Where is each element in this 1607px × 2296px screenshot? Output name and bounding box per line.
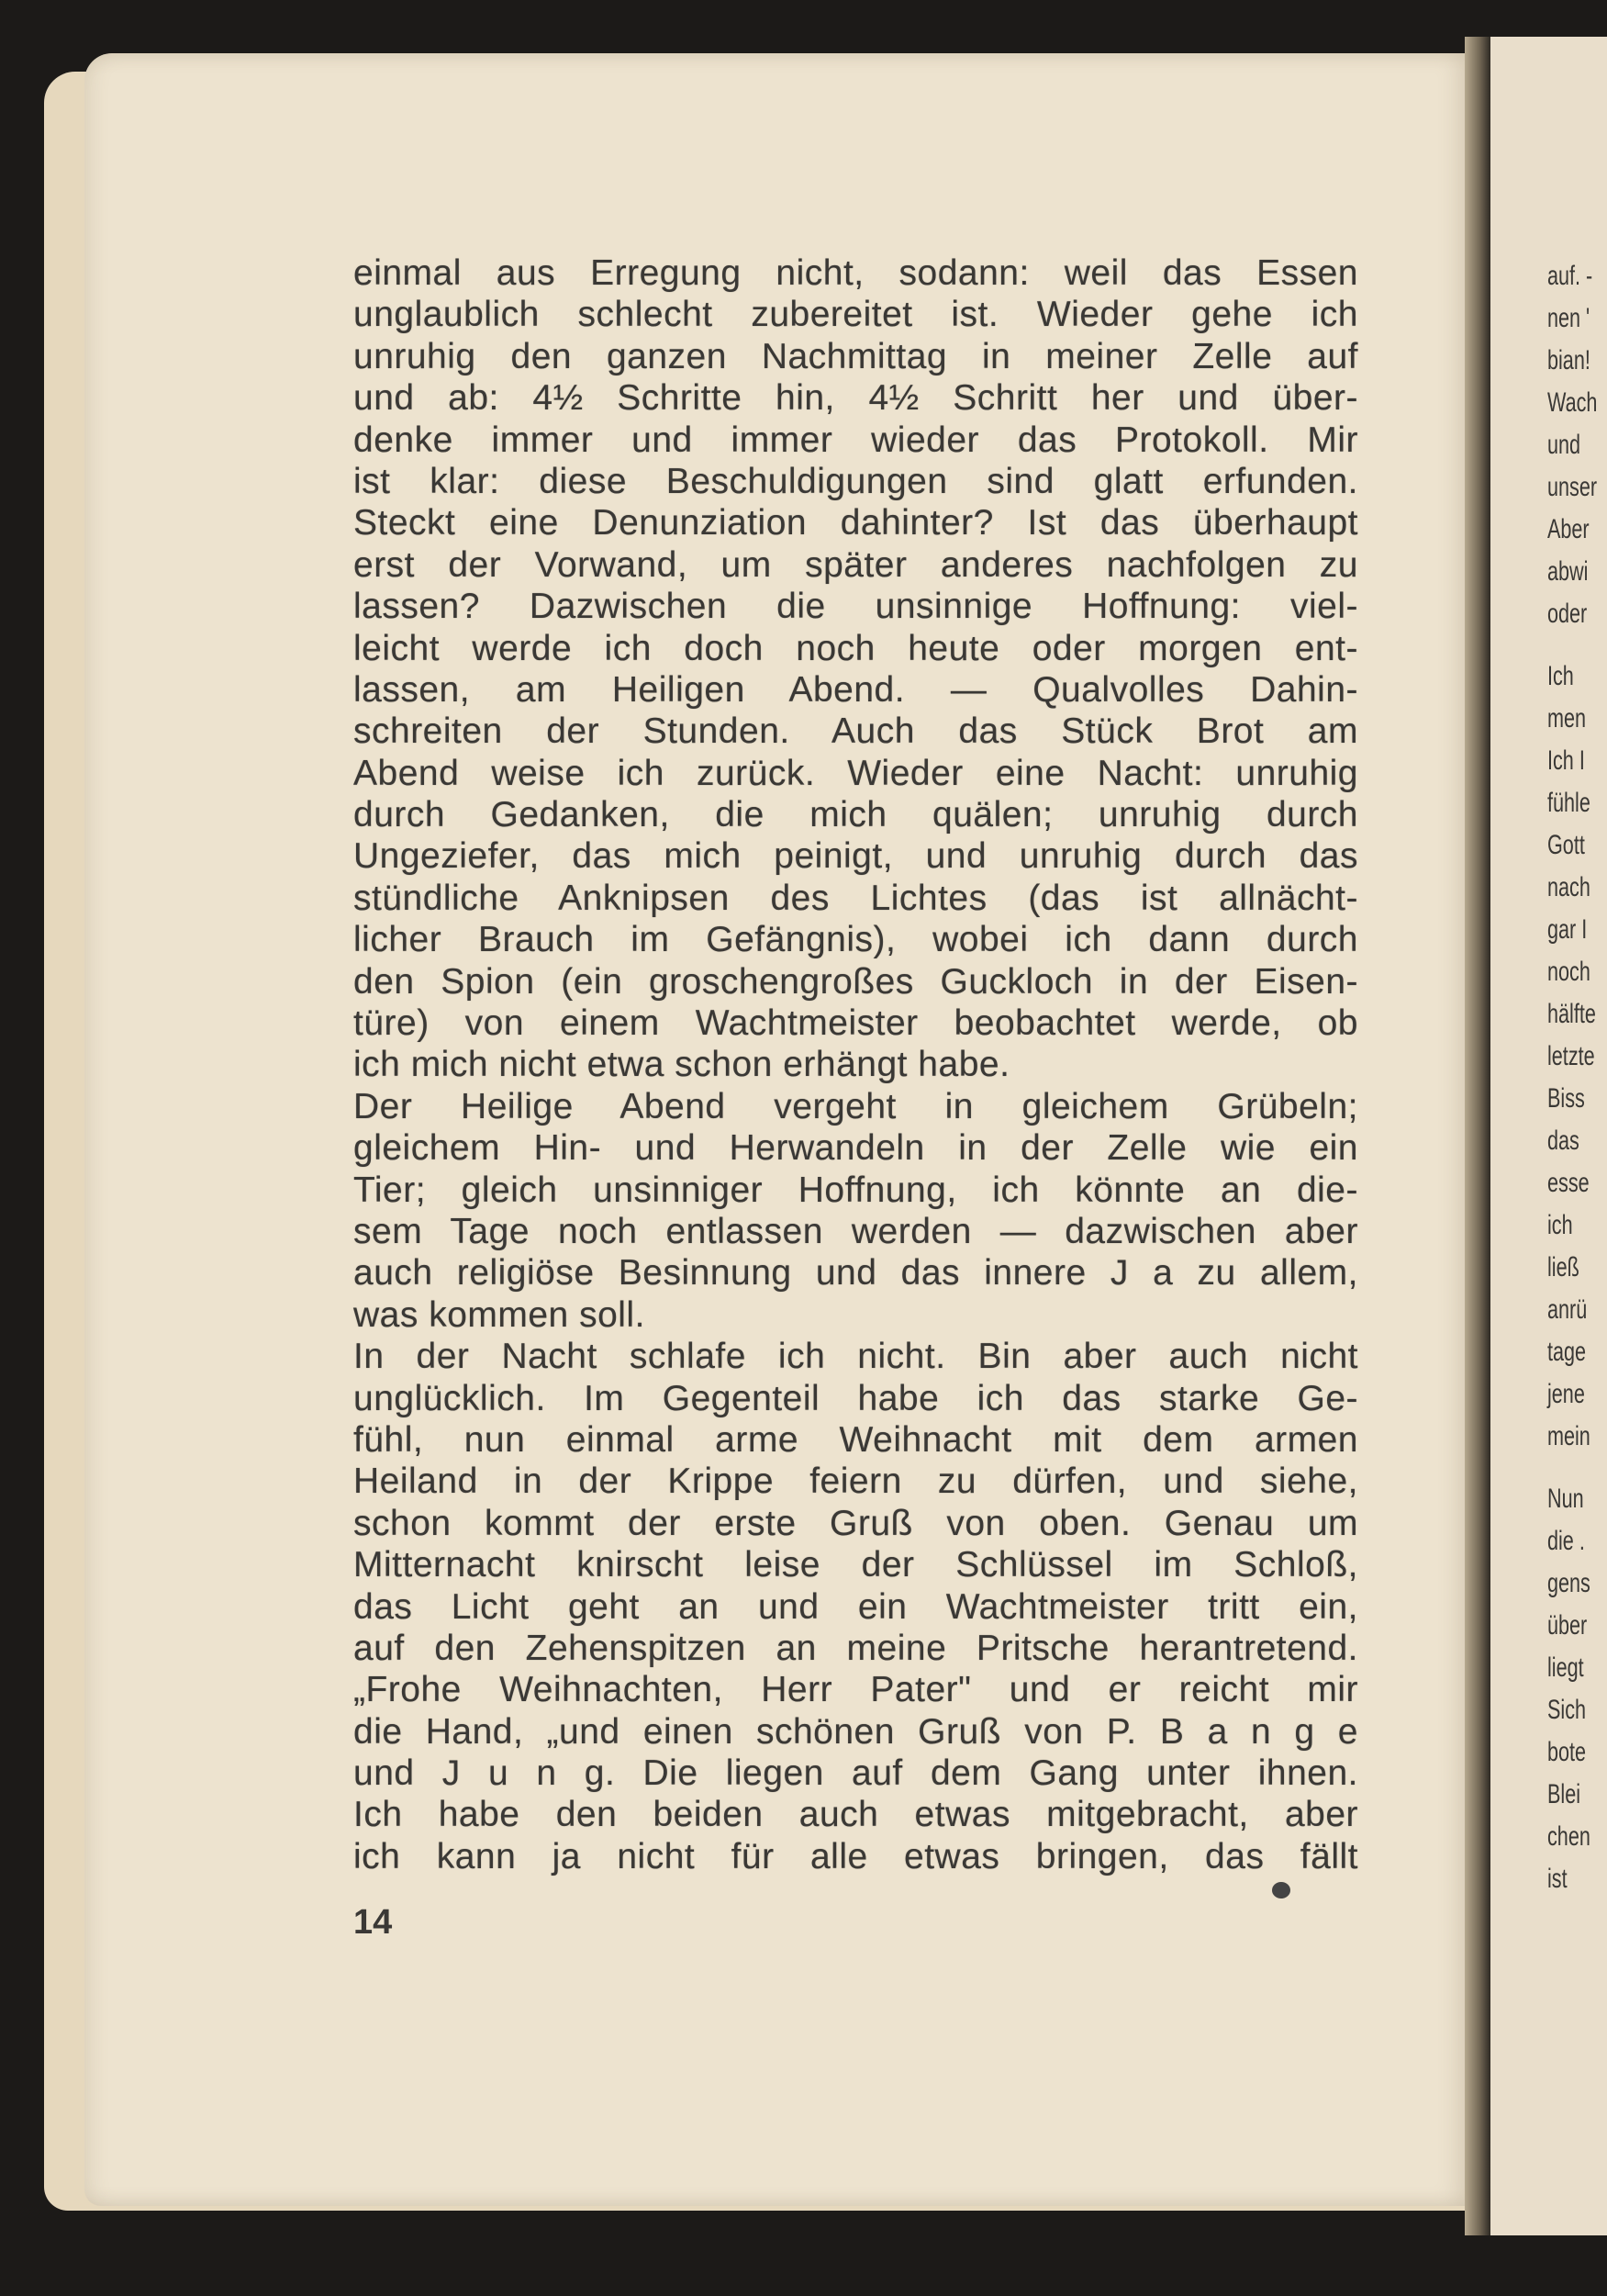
text-line: gleichem Hin- und Herwandeln in der Zelle wie ein [353,1128,1358,1169]
text-line: Abend weise ich zurück. Wieder eine Nacht: unruhig [353,753,1358,793]
text-line: unruhig den ganzen Nachmittag in meiner Zelle auf [353,336,1358,376]
facing-text-fragment: men [1547,703,1587,734]
facing-text-fragment: bian! [1547,345,1590,375]
facing-text-fragment: Wach [1547,387,1598,418]
page-text [353,252,1358,1877]
facing-text-fragment: anrü [1547,1294,1588,1325]
text-line: durch Gedanken, die mich quälen; unruhig durch [353,795,1358,835]
facing-text-fragment: Blei [1547,1779,1581,1809]
text-line: ich mich nicht etwa schon erhängt habe. [353,1045,1010,1085]
text-line: was kommen soll. [353,1294,645,1335]
paragraph-gap [1547,635,1607,655]
facing-text-fragment: esse [1547,1168,1590,1198]
facing-text-fragment: gar I [1547,914,1588,945]
facing-text-fragment: chen [1547,1821,1590,1852]
facing-text-fragment: nach [1547,872,1590,902]
text-line: unglaublich schlecht zubereitet ist. Wieder gehe ich [353,295,1358,335]
text-line: das Licht geht an und ein Wachtmeister tritt ein, [353,1586,1358,1627]
facing-text-fragment: auf. - [1547,261,1593,291]
facing-page-text [1547,255,1607,1900]
text-line: Steckt eine Denunziation dahinter? Ist das überhaupt [353,503,1358,543]
facing-text-fragment: ist [1547,1864,1568,1894]
facing-text-fragment: liegt [1547,1652,1584,1683]
text-line: sem Tage noch entlassen werden — dazwischen aber [353,1211,1358,1251]
text-line: und J u n g. Die liegen auf dem Gang unter ihnen. [353,1753,1358,1794]
text-line: unglücklich. Im Gegenteil habe ich das starke Ge- [353,1378,1358,1418]
facing-text-fragment: mein [1547,1421,1590,1451]
facing-text-fragment: abwi [1547,556,1589,587]
text-line: Ungeziefer, das mich peinigt, und unruhig durch das [353,836,1358,877]
text-line: erst der Vorwand, um später anderes nachfolgen zu [353,544,1358,585]
text-line: Ich habe den beiden auch etwas mitgebracht, aber [353,1795,1358,1835]
facing-text-fragment: Ich [1547,661,1574,691]
text-line: licher Brauch im Gefängnis), wobei ich dann durch [353,920,1358,960]
text-line: und ab: 4½ Schritte hin, 4½ Schritt her und über- [353,378,1358,419]
paragraph-gap [1547,1458,1607,1478]
text-line: „Frohe Weihnachten, Herr Pater" und er reicht mir [353,1670,1358,1710]
text-line: Heiland in der Krippe feiern zu dürfen, und siehe, [353,1462,1358,1502]
text-line: den Spion (ein groschengroßes Guckloch in der Eisen- [353,961,1358,1002]
text-line: auf den Zehenspitzen an meine Pritsche herantretend. [353,1628,1358,1668]
facing-text-fragment: noch [1547,957,1590,987]
text-line: Der Heilige Abend vergeht in gleichem Grübeln; [353,1086,1358,1126]
page-number: 14 [353,1903,393,1942]
facing-text-fragment: Biss [1547,1083,1585,1114]
facing-text-fragment: Aber [1547,514,1590,544]
text-line: Tier; gleich unsinniger Hoffnung, ich könnte an die- [353,1170,1358,1210]
text-line: In der Nacht schlafe ich nicht. Bin aber auch nicht [353,1337,1358,1377]
facing-text-fragment: hälfte [1547,999,1596,1029]
text-line: die Hand, „und einen schönen Gruß von P. B a n g e [353,1711,1358,1752]
text-line: leicht werde ich doch noch heute oder morgen ent- [353,628,1358,668]
facing-text-fragment: gens [1547,1568,1590,1598]
text-line: auch religiöse Besinnung und das innere J a zu allem, [353,1253,1358,1294]
text-line: türe) von einem Wachtmeister beobachtet werde, ob [353,1003,1358,1044]
text-line: lassen? Dazwischen die unsinnige Hoffnung: viel- [353,587,1358,627]
facing-text-fragment: oder [1547,599,1588,629]
facing-text-fragment: Gott [1547,830,1585,860]
text-line: ist klar: diese Beschuldigungen sind glatt erfunden. [353,461,1358,501]
text-line: stündliche Anknipsen des Lichtes (das ist allnächt- [353,878,1358,918]
facing-text-fragment: Ich I [1547,745,1585,776]
facing-text-fragment: ich [1547,1210,1573,1240]
book-gutter [1465,37,1490,2235]
facing-text-fragment: fühle [1547,788,1590,818]
text-line: schon kommt der erste Gruß von oben. Genau um [353,1503,1358,1543]
facing-text-fragment: letzte [1547,1041,1595,1071]
facing-text-fragment: Sich [1547,1695,1587,1725]
facing-text-fragment: die . [1547,1526,1585,1556]
facing-text-fragment: ließ [1547,1252,1579,1282]
text-line: Mitternacht knirscht leise der Schlüssel im Schloß, [353,1545,1358,1585]
facing-text-fragment: tage [1547,1337,1587,1367]
facing-text-fragment: nen ' [1547,303,1590,333]
text-line: einmal aus Erregung nicht, sodann: weil das Essen [353,253,1358,293]
text-line: schreiten der Stunden. Auch das Stück Brot am [353,711,1358,752]
text-line: fühl, nun einmal arme Weihnacht mit dem armen [353,1419,1358,1460]
facing-text-fragment: das [1547,1126,1579,1156]
facing-text-fragment: über [1547,1610,1588,1641]
ink-speck [1272,1882,1290,1898]
facing-text-fragment: und [1547,430,1581,460]
text-line: ich kann ja nicht für alle etwas bringen, das fällt [353,1836,1358,1876]
facing-text-fragment: jene [1547,1379,1585,1409]
text-line: lassen, am Heiligen Abend. — Qualvolles Dahin- [353,669,1358,710]
text-line: denke immer und immer wieder das Protokoll. Mir [353,420,1358,460]
facing-text-fragment: unser [1547,472,1598,502]
facing-text-fragment: Nun [1547,1484,1584,1514]
facing-text-fragment: bote [1547,1737,1587,1767]
